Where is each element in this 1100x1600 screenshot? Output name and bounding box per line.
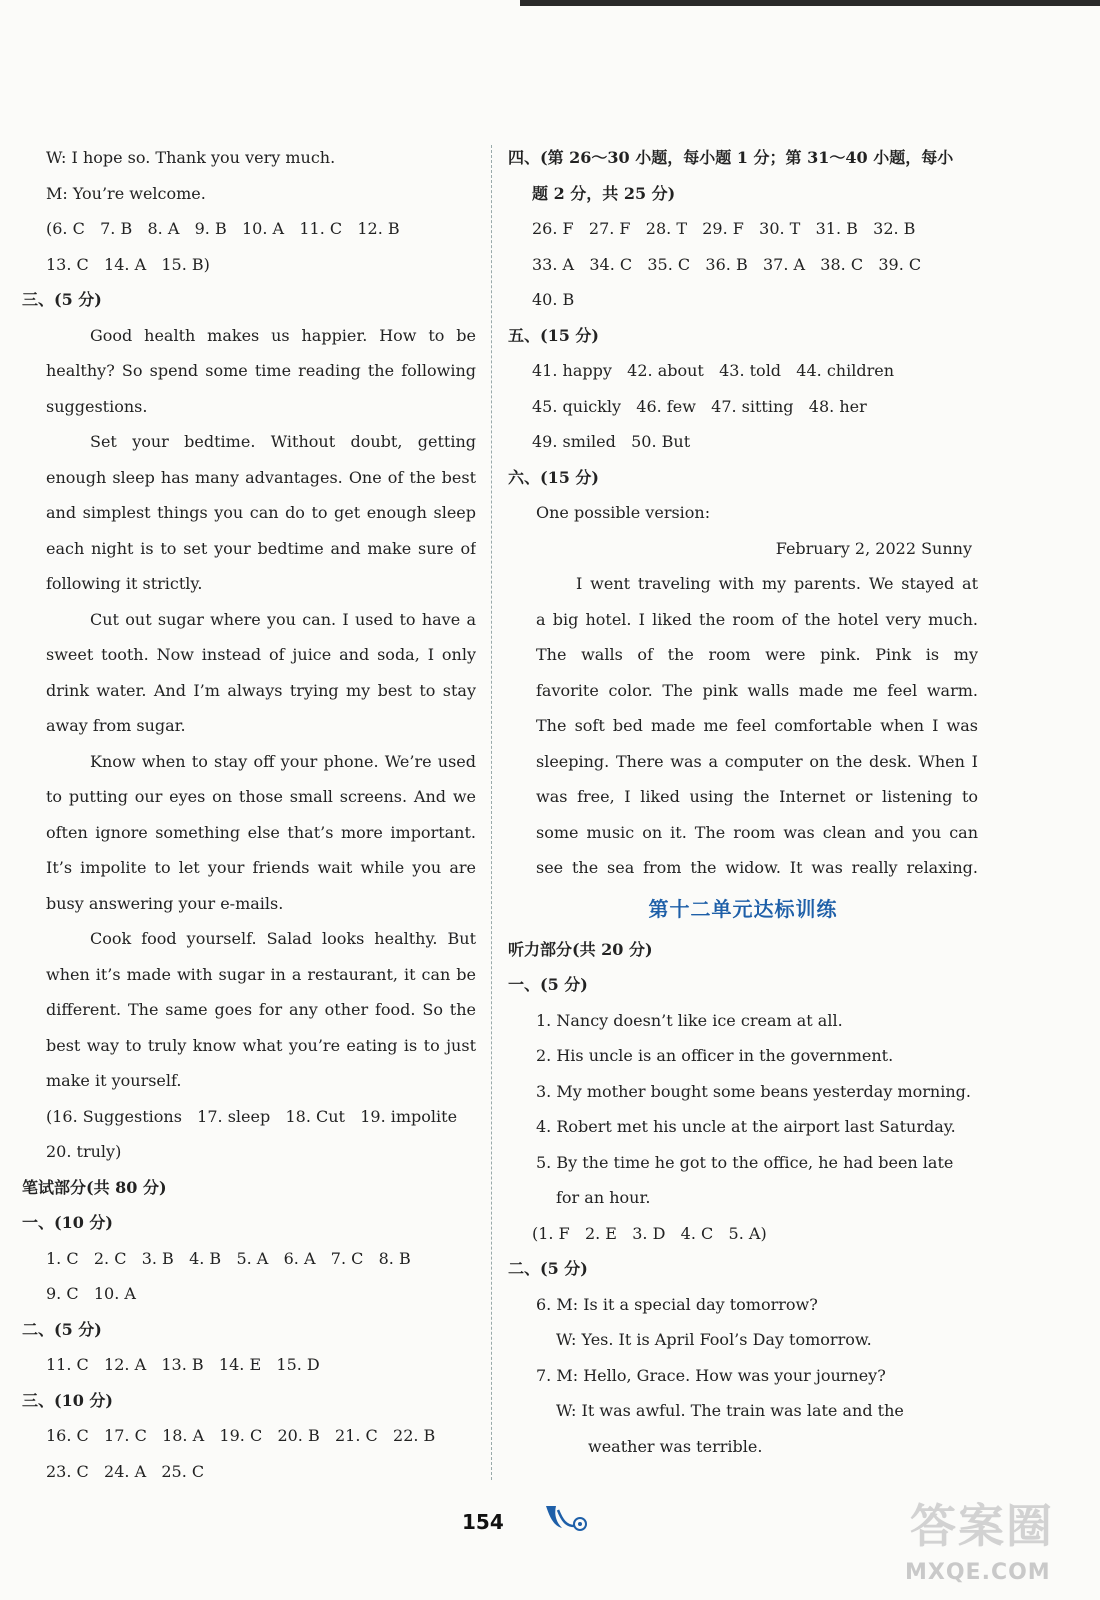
- section-heading: 三、(5 分): [22, 290, 102, 309]
- listening-item-cont: weather was terrible.: [588, 1436, 763, 1456]
- section-heading: 二、(5 分): [508, 1259, 588, 1278]
- answer-line: 23. C 24. A 25. C: [46, 1461, 205, 1481]
- paragraph-line: Cut out sugar where you can. I used to have a: [90, 609, 476, 629]
- dialogue-line: M: You’re welcome.: [46, 183, 206, 203]
- answer-line: 49. smiled 50. But: [532, 432, 691, 451]
- paragraph-line: sweet tooth. Now instead of juice and soda, I only: [46, 645, 476, 664]
- column-divider: [491, 145, 492, 1480]
- paragraph-line: make it yourself.: [46, 1071, 182, 1090]
- listening-item: 3. My mother bought some beans yesterday morning.: [536, 1081, 971, 1101]
- section-heading: 三、(10 分): [22, 1390, 113, 1410]
- answer-line: 33. A 34. C 35. C 36. B 37. A 38. C 39. C: [532, 254, 922, 274]
- paragraph-line: best way to truly know what you’re eating is to just: [46, 1035, 476, 1055]
- paragraph-line: each night is to set your bedtime and make sure of: [46, 538, 476, 558]
- right-column: [508, 140, 978, 1464]
- paragraph-line: sleeping. There was a computer on the desk. When I: [536, 751, 978, 771]
- paragraph-line: The soft bed made me feel comfortable when I was: [536, 716, 978, 735]
- paragraph-line: suggestions.: [46, 396, 148, 416]
- answer-line: 16. C 17. C 18. A 19. C 20. B 21. C 22. B: [46, 1426, 436, 1445]
- right-column-bottom: [508, 932, 978, 1465]
- left-column: [22, 140, 476, 1489]
- answer-line: (1. F 2. E 3. D 4. C 5. A): [532, 1223, 767, 1243]
- paragraph-line: I went traveling with my parents. We stayed at: [576, 574, 978, 593]
- answer-line: 11. C 12. A 13. B 14. E 15. D: [46, 1355, 320, 1374]
- paragraph-line: when it’s made with sugar in a restaurant, it can be: [46, 964, 476, 984]
- dialogue-line: W: I hope so. Thank you very much.: [46, 148, 336, 167]
- listening-item: 7. M: Hello, Grace. How was your journey?: [536, 1365, 886, 1385]
- answer-line: 20. truly): [46, 1142, 122, 1161]
- top-edge-bar: [520, 0, 1100, 6]
- paragraph-line: often ignore something else that’s more important.: [46, 822, 476, 842]
- listening-item: 1. Nancy doesn’t like ice cream at all.: [536, 1010, 843, 1030]
- paragraph-line: away from sugar.: [46, 716, 186, 735]
- section-heading: 题 2 分，共 25 分): [532, 183, 676, 203]
- answer-line: 41. happy 42. about 43. told 44. children: [532, 361, 894, 380]
- watermark-url: MXQE.COM: [905, 1560, 1051, 1585]
- listening-item-cont: W: Yes. It is April Fool’s Day tomorrow.: [556, 1330, 872, 1349]
- paragraph-line: Know when to stay off your phone. We’re used: [90, 751, 476, 771]
- paragraph-line: a big hotel. I liked the room of the hotel very much.: [536, 609, 978, 629]
- right-column-top: [508, 140, 978, 886]
- answer-line: 26. F 27. F 28. T 29. F 30. T 31. B 32. B: [532, 219, 916, 238]
- paragraph-line: Set your bedtime. Without doubt, getting: [90, 432, 476, 451]
- answer-line: 13. C 14. A 15. B): [46, 254, 210, 274]
- section-heading: 听力部分(共 20 分): [508, 939, 653, 959]
- listening-item-cont: for an hour.: [556, 1188, 651, 1207]
- paragraph-line: Good health makes us happier. How to be: [90, 325, 476, 345]
- paragraph-line: enough sleep has many advantages. One of the best: [46, 467, 476, 487]
- text-line: One possible version:: [536, 503, 711, 522]
- paragraph-line: different. The same goes for any other food. So the: [46, 1000, 476, 1019]
- listening-item: 2. His uncle is an officer in the government.: [536, 1046, 894, 1065]
- swirl-logo-icon: [540, 1500, 590, 1540]
- paragraph-line: It’s impolite to let your friends wait while you are: [46, 858, 476, 877]
- section-heading: 四、(第 26～30 小题，每小题 1 分；第 31～40 小题，每小: [508, 148, 954, 167]
- section-heading: 六、(15 分): [508, 467, 599, 487]
- listening-item-cont: W: It was awful. The train was late and the: [556, 1401, 904, 1420]
- section-heading: 五、(15 分): [508, 325, 599, 345]
- paragraph-line: see the sea from the widow. It was really relaxing.: [536, 858, 978, 877]
- answer-line: 45. quickly 46. few 47. sitting 48. her: [532, 396, 867, 416]
- paragraph-line: healthy? So spend some time reading the following: [46, 361, 476, 380]
- section-heading: 二、(5 分): [22, 1319, 102, 1339]
- answer-line: 40. B: [532, 290, 575, 309]
- unit-title: 第十二单元达标训练: [648, 896, 838, 921]
- paragraph-line: some music on it. The room was clean and you can: [536, 822, 978, 842]
- paragraph-line: and simplest things you can do to get enough sleep: [46, 503, 476, 522]
- answer-line: 1. C 2. C 3. B 4. B 5. A 6. A 7. C 8. B: [46, 1248, 411, 1268]
- paragraph-line: The walls of the room were pink. Pink is my: [536, 645, 978, 664]
- answer-line: (6. C 7. B 8. A 9. B 10. A 11. C 12. B: [46, 219, 400, 238]
- listening-item: 5. By the time he got to the office, he had been late: [536, 1152, 954, 1172]
- page-number: 154: [462, 1510, 504, 1534]
- watermark-logo: 答案圈: [910, 1499, 1054, 1553]
- paragraph-line: busy answering your e-mails.: [46, 893, 284, 913]
- section-heading: 一、(10 分): [22, 1213, 113, 1232]
- paragraph-line: following it strictly.: [46, 574, 203, 593]
- paragraph-line: to putting our eyes on those small screens. And we: [46, 787, 476, 806]
- paragraph-line: favorite color. The pink walls made me feel warm.: [536, 680, 978, 700]
- section-heading: 一、(5 分): [508, 975, 588, 994]
- answer-line: 9. C 10. A: [46, 1284, 136, 1303]
- paragraph-line: drink water. And I’m always trying my best to stay: [46, 680, 476, 700]
- paragraph-line: Cook food yourself. Salad looks healthy. But: [90, 929, 476, 948]
- answer-line: (16. Suggestions 17. sleep 18. Cut 19. impolite: [46, 1106, 458, 1126]
- section-heading: 笔试部分(共 80 分): [22, 1177, 167, 1197]
- paragraph-line: was free, I liked using the Internet or listening to: [536, 787, 978, 806]
- date-line: February 2, 2022 Sunny: [775, 538, 972, 558]
- listening-item: 4. Robert met his uncle at the airport last Saturday.: [536, 1117, 956, 1136]
- listening-item: 6. M: Is it a special day tomorrow?: [536, 1294, 818, 1314]
